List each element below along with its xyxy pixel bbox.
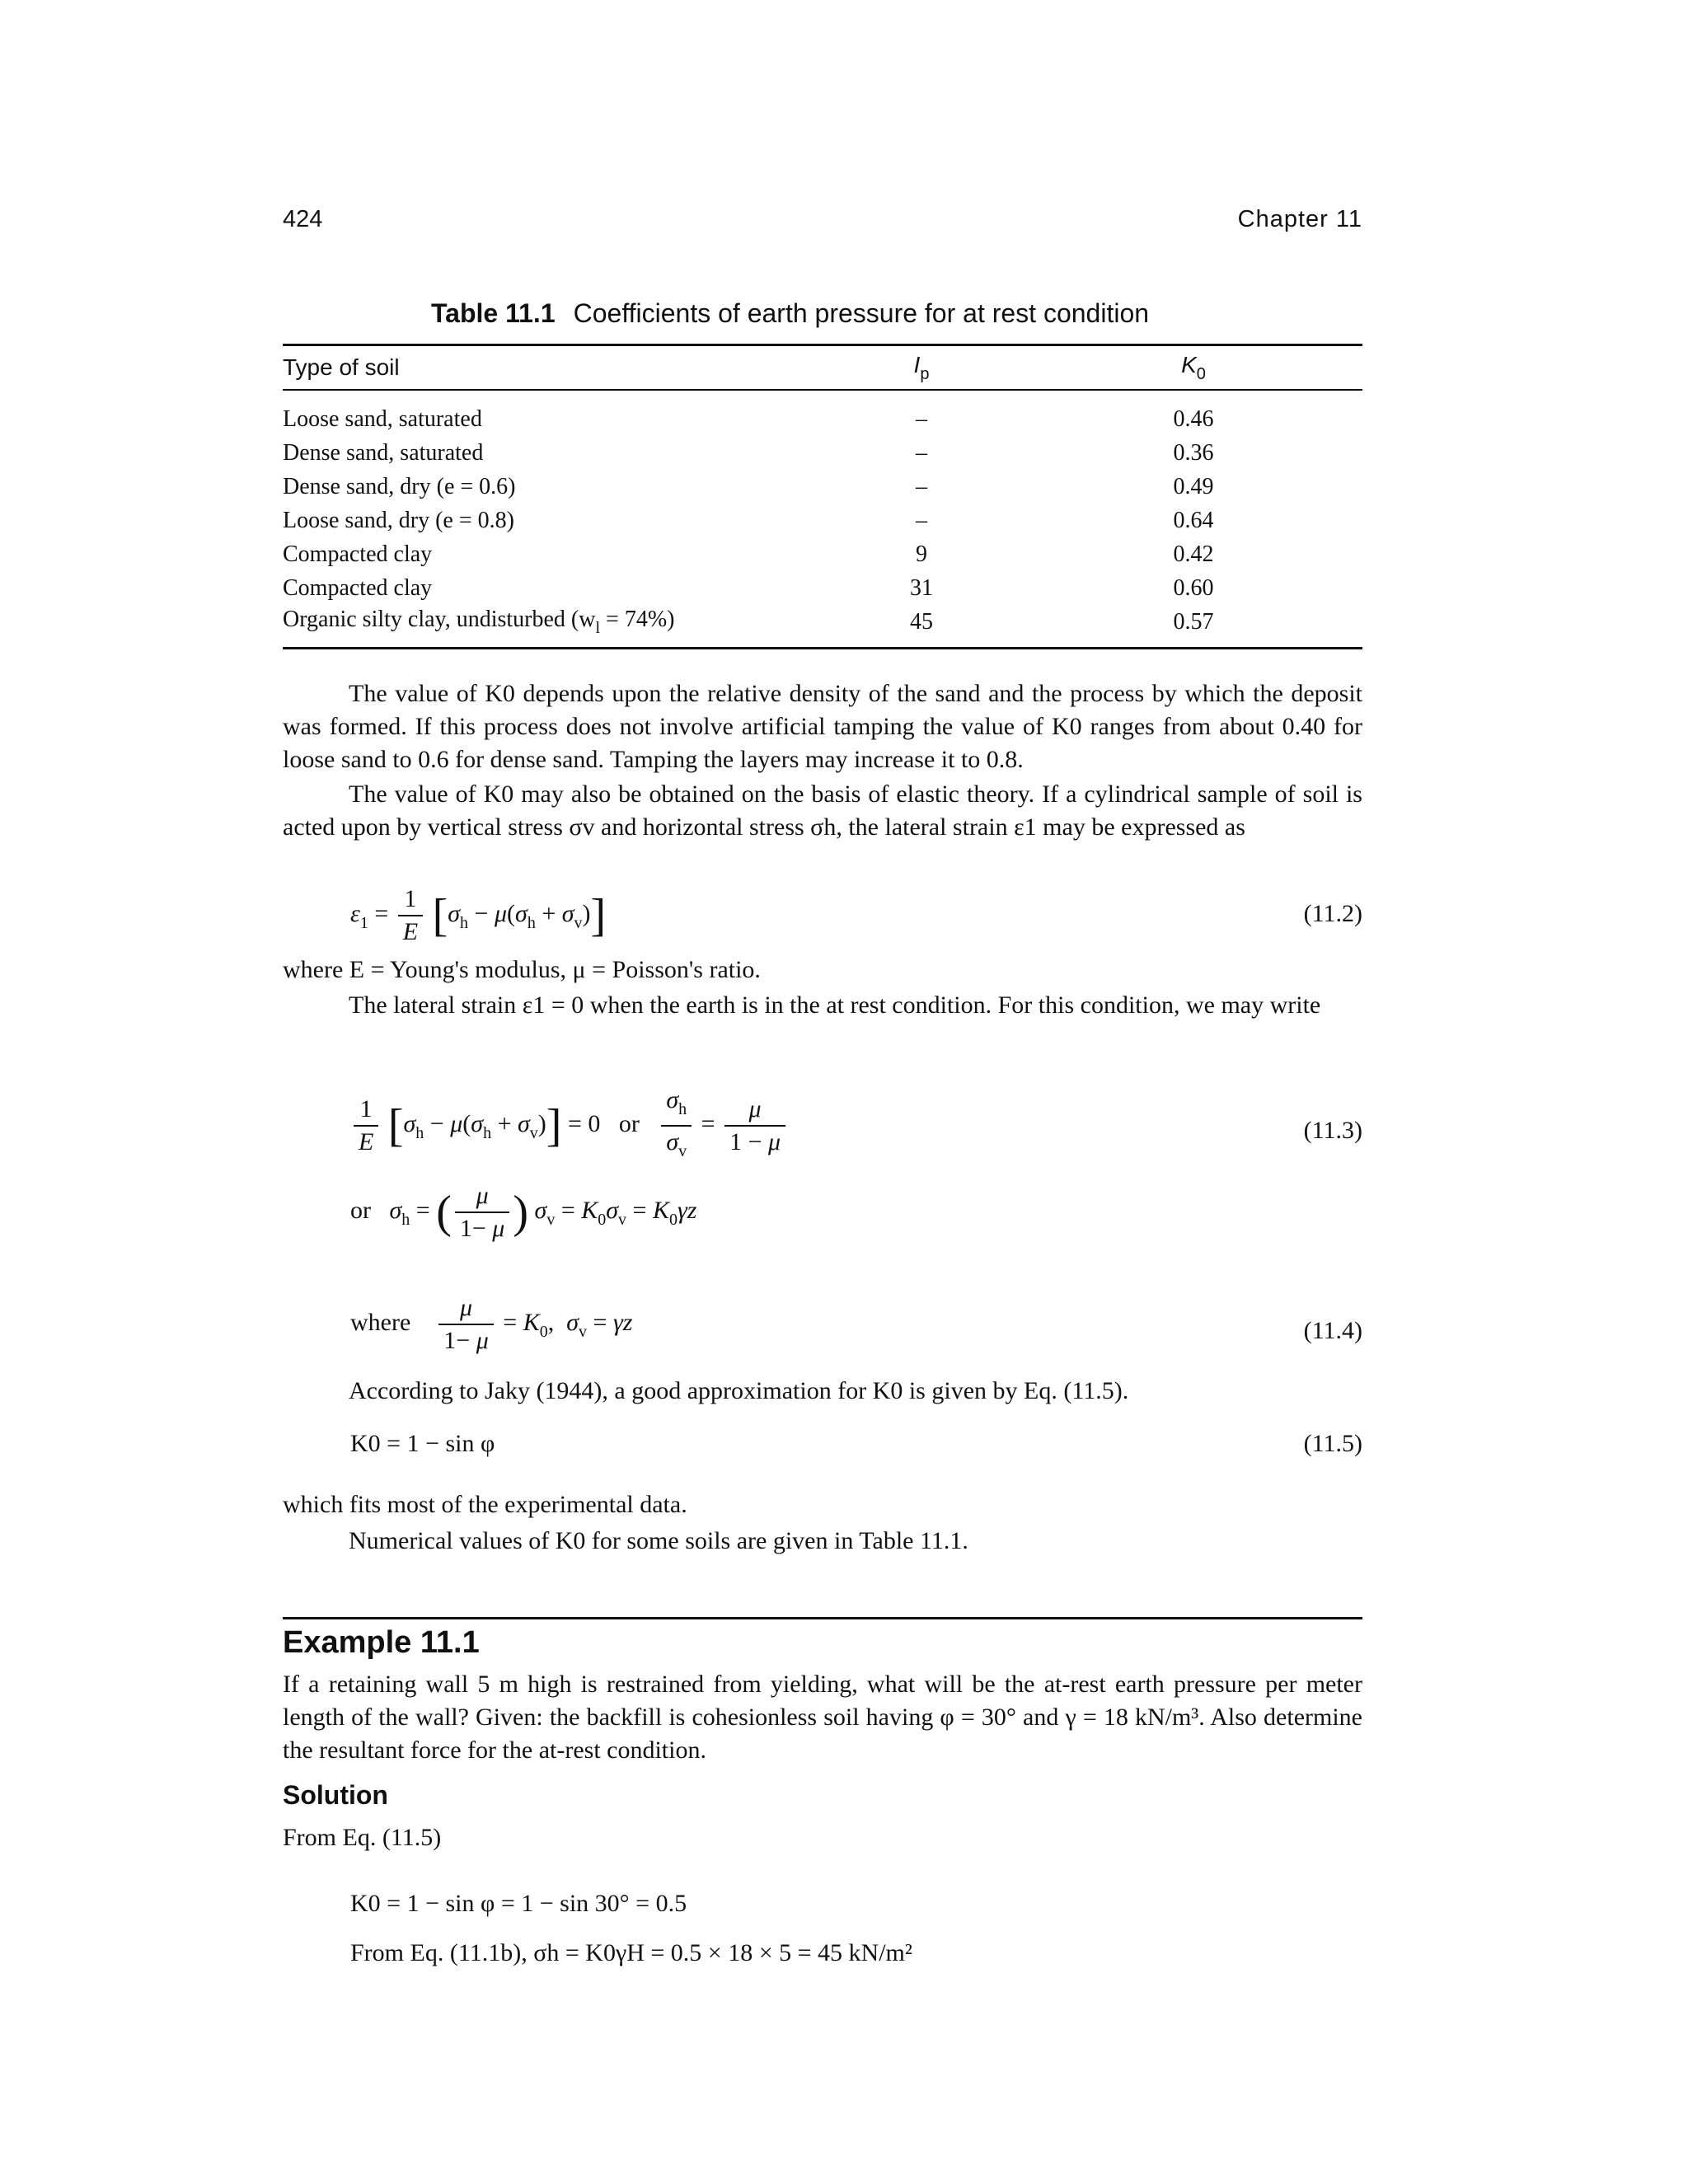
cell-soil: Compacted clay [283,574,433,601]
table-label: Table 11.1 [431,298,556,328]
col-header-soil: Type of soil [283,354,400,380]
example-problem-text: If a retaining wall 5 m high is restrained from yielding, what will be the at-rest earth pressure per meter length of the wall? Given: the backfill is cohesionless soil having φ = 30° and γ = 18 kN/m³. Also determine the resultant force for the at-rest condition. [283,1671,1362,1764]
table-row [283,605,1362,639]
cell-ip: – [916,473,927,499]
cell-k0: 0.64 [1173,507,1214,533]
solution-from-eq: From Eq. (11.5) [283,1824,442,1851]
col-header-ip: $I_p$ [913,351,930,383]
example-rule [283,1617,1362,1619]
cell-k0: 0.49 [1173,473,1214,499]
solution-sigma-calculation: From Eq. (11.1b), σh = K0γH = 0.5 × 18 × 5 = 45 kN/m² [350,1939,912,1966]
solution-k0-calculation: K0 = 1 − sin φ = 1 − sin 30° = 0.5 [350,1890,687,1917]
equation-number: (11.3) [1303,1117,1362,1144]
example-heading: Example 11.1 [283,1625,480,1660]
paragraph-lateral-strain: The lateral strain ε1 = 0 when the earth is in the at rest condition. For this condition, we may write [349,991,1321,1019]
cell-soil: Dense sand, dry (e = 0.6) [283,473,516,499]
cell-ip: – [916,439,927,466]
chapter-header: Chapter 11 [1237,206,1362,232]
paragraph-definitions: where E = Young's modulus, μ = Poisson's ratio. [283,956,761,983]
table-row [283,402,1362,436]
table-header-row [283,346,1362,389]
cell-k0: 0.60 [1173,574,1214,601]
cell-soil: Loose sand, saturated [283,405,482,432]
cell-soil: Loose sand, dry (e = 0.8) [283,507,514,533]
equation-11-3: $\frac{1}{E}$ $[\sigma_h - \mu(\sigma_h + \sigma_v)] = 0$ or $\frac{\sigma_h}{\sigma_v}$ = $\frac{\mu}{1 - \mu}$ [350,1085,789,1167]
cell-ip: 45 [910,608,933,635]
table-body [283,391,1362,647]
table-bottom-rule [283,647,1362,649]
table-row [283,470,1362,504]
table-title: Coefficients of earth pressure for at rest condition [573,298,1150,328]
cell-k0: 0.36 [1173,439,1214,466]
col-header-k0: $K_0$ [1181,351,1206,383]
cell-k0: 0.57 [1173,608,1214,635]
equation-11-4: where $\frac{\mu}{1- \mu}$ = $K_0$, $\sigma_v = \gamma z$ [350,1294,633,1354]
equation-number: (11.4) [1303,1317,1362,1344]
paragraph-fits-data: which fits most of the experimental data. [283,1491,687,1518]
cell-soil: Dense sand, saturated [283,439,484,466]
cell-k0: 0.42 [1173,541,1214,567]
cell-soil: Organic silty clay, undisturbed $(w_l = 74\%)$ [283,606,675,637]
table-row [283,504,1362,537]
cell-ip: – [916,507,927,533]
paragraph-jaky: According to Jaky (1944), a good approximation for K0 is given by Eq. (11.5). [349,1377,1129,1404]
paragraph-elastic-theory: The value of K0 may also be obtained on the basis of elastic theory. If a cylindrical sample of soil is acted upon by vertical stress σv and horizontal stress σh, the lateral strain ε1 may be expressed as [283,780,1362,841]
cell-ip: 9 [916,541,927,567]
cell-ip: 31 [910,574,933,601]
equation-11-5: K0 = 1 − sin φ [350,1430,495,1457]
table-row [283,436,1362,470]
table-row [283,537,1362,571]
page-number: 424 [283,206,323,232]
cell-k0: 0.46 [1173,405,1214,432]
equation-number: (11.2) [1303,900,1362,927]
table-caption [431,298,1149,329]
equation-11-2: $\varepsilon_1$ = $\frac{1}{E}$ $[\sigma_h - \mu(\sigma_h + \sigma_v)]$ [350,885,607,945]
cell-soil: Compacted clay [283,541,433,567]
cell-ip: – [916,405,927,432]
solution-heading: Solution [283,1780,388,1810]
coefficients-table [283,344,1362,649]
paragraph-numerical-values: Numerical values of K0 for some soils are given in Table 11.1. [349,1527,968,1554]
equation-number: (11.5) [1303,1430,1362,1457]
paragraph-k0-density: The value of K0 depends upon the relative density of the sand and the process by which the deposit was formed. If this process does not involve artificial tamping the value of K0 ranges from about 0.40 for loose sand to 0.6 for dense sand. Tamping the layers may increase it to 0.8. [283,680,1362,773]
equation-sigma-h: or $\sigma_h$ = ( $\frac{\mu}{1- \mu}$ ) $\sigma_v = K_0\sigma_v = K_0\gamma z$ [350,1182,697,1242]
table-row [283,571,1362,605]
